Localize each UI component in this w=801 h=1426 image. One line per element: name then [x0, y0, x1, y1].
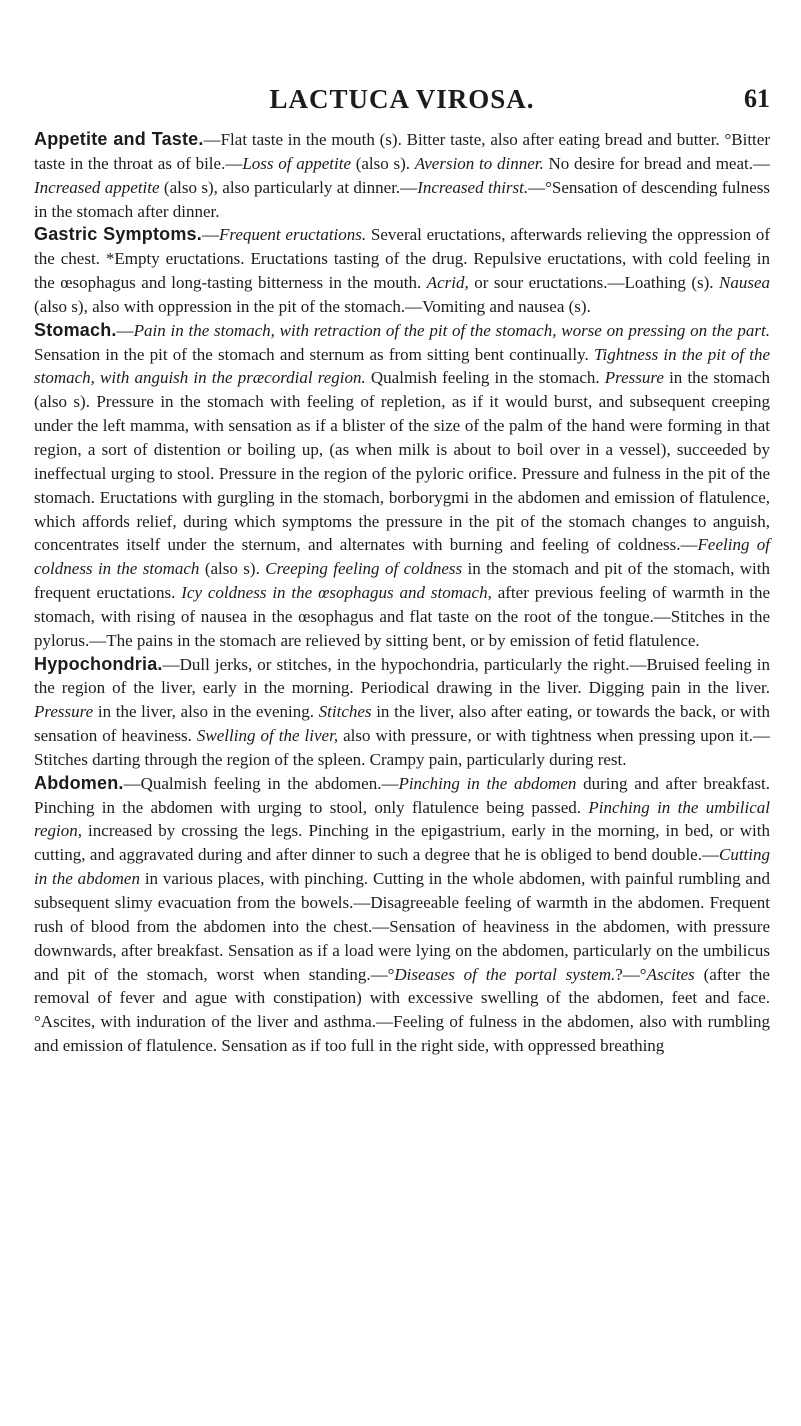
italic-text: Increased appetite: [34, 177, 160, 197]
italic-text: Ascites: [646, 964, 695, 984]
symptom-section: [34, 128, 770, 223]
body-text: (also s), also with oppression in the pit of the stomach.—Vomiting and nausea (s).: [34, 296, 591, 316]
body-text: ?—°: [615, 964, 647, 984]
section-heading: Gastric Symptoms.: [34, 224, 202, 245]
body-text: —Dull jerks, or stitches, in the hypochondria, particularly the right.—Bruised feeling in the region of the liver, early in the morning. Periodical drawing in the liver. Digging pain in the liver.: [34, 654, 770, 698]
body-text: in the stomach (also s). Pressure in the stomach with feeling of repletion, as if it would burst, and subsequent creeping under the left mamma, with sensation as if a blister of the size of the palm of the hand were forming in that region, a sort of distention or boiling up, (as when milk is about to boil over in a vessel), succeeded by ineffectual urging to stool. Pressure in the region of the pyloric orifice. Pressure and fulness in the pit of the stomach. Eructations with gurgling in the stomach, borborygmi in the abdomen and emission of flatulence, which affords relief, during which symptoms the pressure in the pit of the stomach changes to anguish, concentrates itself under the sternum, and alternates with burning and feeling of coldness.—: [34, 368, 770, 555]
body-text: —°Sensation of descending fulness in the stomach after dinner.: [34, 177, 770, 221]
body-text: —: [201, 225, 219, 245]
body-text: —Flat taste in the mouth (s). Bitter taste, also after eating bread and butter. °Bitter taste in the throat as of bile.—: [34, 130, 770, 173]
page-header: [34, 84, 770, 124]
italic-text: Cutting in the abdomen: [34, 845, 770, 889]
page-number: 61: [744, 84, 770, 113]
page-body: [34, 128, 770, 1058]
symptom-section: [34, 319, 770, 653]
italic-text: Swelling of the liver,: [196, 726, 339, 746]
italic-text: Loss of appetite: [242, 153, 351, 173]
body-text: No desire for bread and meat.—: [543, 153, 770, 173]
body-text: (after the removal of fever and ague with constipation) with excessive swelling of the abdomen, feet and face. °Ascites, with induration of the liver and asthma.—Feeling of fulness in the abdomen, also with rumbling and emission of flatulence. Sensation as if too full in the right side, with oppressed breathing: [34, 964, 770, 1056]
italic-text: Tightness in the pit of the stomach, with anguish in the præcordial region.: [34, 344, 770, 388]
body-text: in various places, with pinching. Cutting in the whole abdomen, with painful rumbling and subsequent slimy evacuation from the bowels.—Disagreeable feeling of warmth in the abdomen. Frequent rush of blood from the abdomen into the chest.—Sensation of heaviness in the abdomen, with pressure downwards, after breakfast. Sensation as if a load were lying on the abdomen, particularly on the umbilicus and pit of the stomach, worst when standing.—°: [34, 869, 770, 984]
body-text: also with pressure, or with tightness when pressing upon it.—Stitches darting through the region of the spleen. Crampy pain, particularly during rest.: [34, 726, 770, 769]
symptom-section: [34, 223, 770, 318]
running-title: LACTUCA VIROSA.: [269, 84, 535, 114]
body-text: Qualmish feeling in the stomach.: [365, 368, 605, 388]
body-text: during and after breakfast. Pinching in the abdomen with urging to stool, only flatulence being passed.: [34, 773, 770, 817]
body-text: (also s).: [350, 153, 415, 173]
body-text: Sensation in the pit of the stomach and sternum as from sitting bent continually.: [34, 344, 594, 364]
italic-text: Stitches: [318, 702, 372, 722]
body-text: Several eructations, afterwards relieving the oppression of the chest. *Empty eructations. Eructations tasting of the drug. Repulsive eructations, with cold feeling in the œsophagus and long-tasting bitterness in the mouth.: [34, 225, 770, 293]
body-text: increased by crossing the legs. Pinching in the epigastrium, early in the morning, in bed, or with cutting, and aggravated during and after dinner to such a degree that he is obliged to bend double.—: [34, 821, 770, 865]
italic-text: Creeping feeling of coldness: [265, 559, 463, 579]
italic-text: Pain in the stomach, with retraction of the pit of the stomach, worse on pressing on the part.: [133, 320, 770, 340]
section-heading: Appetite and Taste.: [34, 129, 204, 149]
italic-text: Pressure: [34, 702, 94, 722]
body-text: (also s), also particularly at dinner.—: [159, 177, 418, 197]
section-heading: Abdomen.: [34, 772, 124, 793]
body-text: in the liver, also in the evening.: [93, 702, 319, 722]
body-text: after previous feeling of warmth in the stomach, with rising of nausea in the œsophagus and flat taste on the root of the tongue.—Stitches in the pylorus.—The pains in the stomach are relieved by sitting bent, or by emission of fetid flatulence.: [34, 583, 771, 650]
italic-text: Increased thirst.: [417, 177, 529, 197]
italic-text: Icy coldness in the œsophagus and stomach,: [181, 583, 492, 603]
section-heading: Hypochondria.: [34, 653, 163, 674]
body-text: or sour eructations.—Loathing (s).: [468, 273, 719, 293]
italic-text: Pinching in the abdomen: [398, 773, 577, 793]
symptom-section: [34, 653, 770, 772]
italic-text: Aversion to dinner.: [414, 153, 544, 173]
body-text: (also s).: [199, 559, 266, 579]
body-text: —: [116, 320, 134, 340]
italic-text: Frequent eructations.: [218, 225, 367, 245]
italic-text: Pressure: [604, 368, 664, 388]
italic-text: Pinching in the umbilical region,: [34, 797, 770, 841]
section-heading: Stomach.: [34, 319, 117, 340]
body-text: in the liver, also after eating, or towards the back, or with sensation of heaviness.: [34, 702, 771, 746]
symptom-section: [34, 772, 770, 1058]
italic-text: Nausea: [718, 273, 770, 293]
italic-text: Diseases of the portal system.: [394, 964, 616, 984]
book-page: [34, 84, 770, 1058]
body-text: in the stomach and pit of the stomach, with frequent eructations.: [34, 559, 770, 603]
body-text: —Qualmish feeling in the abdomen.—: [123, 773, 399, 793]
italic-text: Feeling of coldness in the stomach: [34, 535, 770, 579]
italic-text: Acrid,: [426, 273, 469, 293]
